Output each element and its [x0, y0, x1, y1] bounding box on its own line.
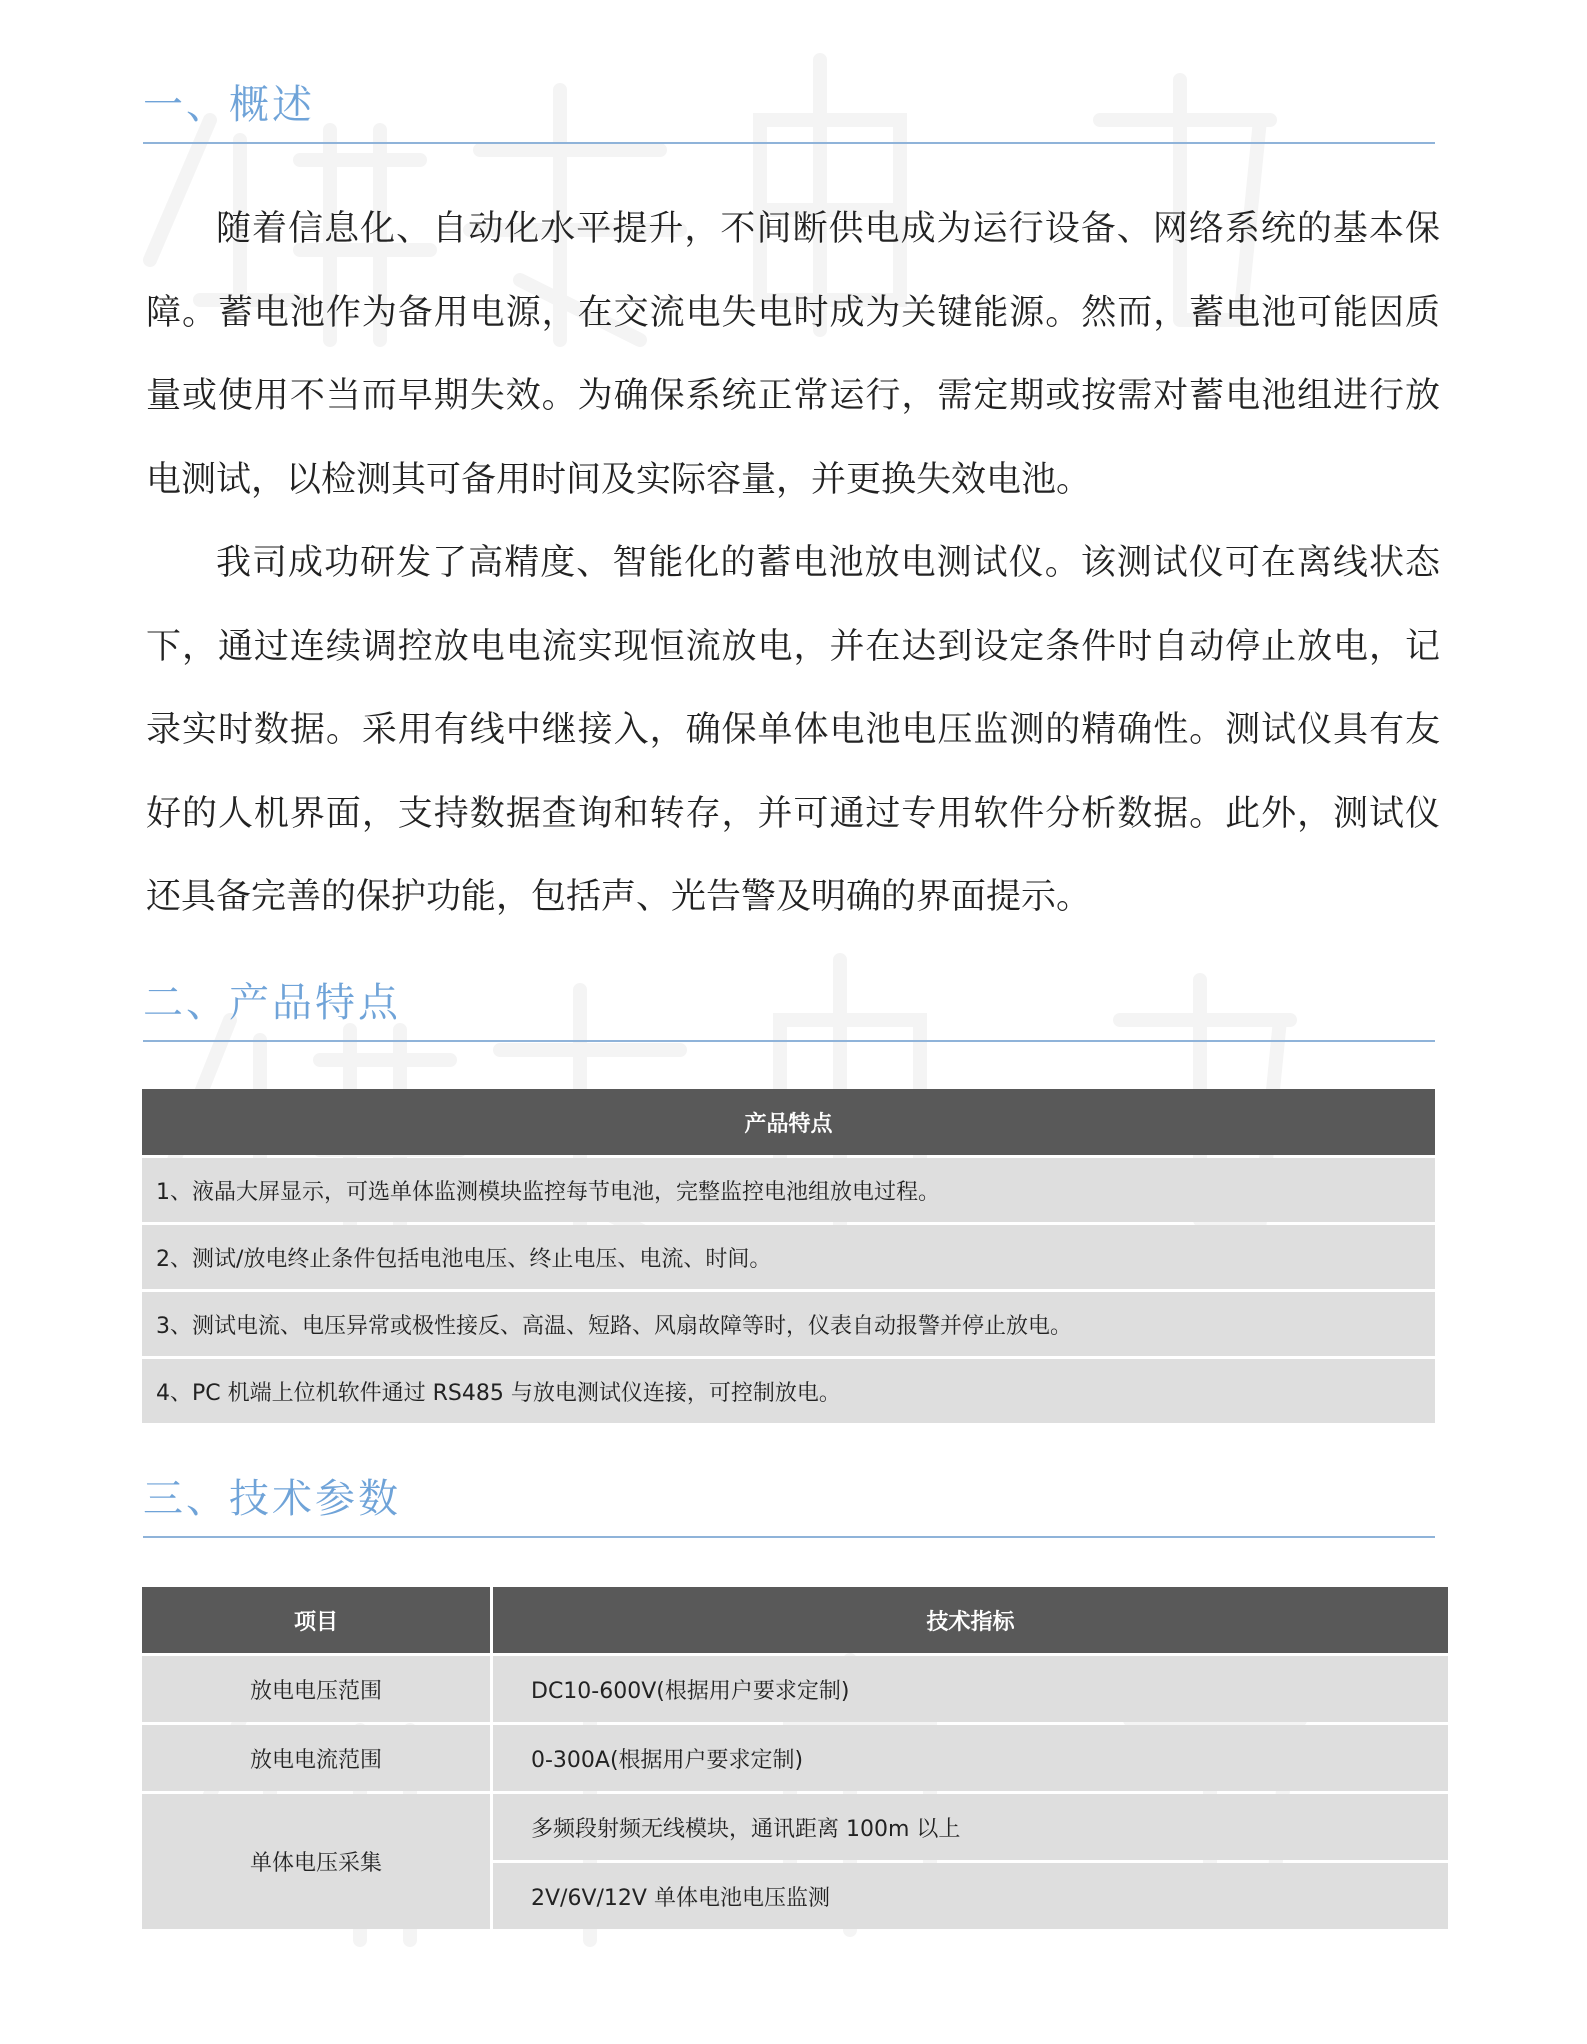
table-row [142, 1158, 1435, 1222]
spec-item: 放电电流范围 [142, 1725, 493, 1791]
table-row [142, 1656, 1448, 1722]
features-table-header-row [142, 1089, 1435, 1155]
table-row [142, 1794, 1448, 1860]
specs-col-value: 技术指标 [493, 1587, 1448, 1653]
spec-item: 单体电压采集 [142, 1794, 493, 1929]
overview-paragraph-1: 随着信息化、自动化水平提升，不间断供电成为运行设备、网络系统的基本保障。蓄电池作为备用电源，在交流电失电时成为关键能源。然而，蓄电池可能因质量或使用不当而早期失效。为确保系统正常运行，需定期或按需对蓄电池组进行放电测试，以检测其可备用时间及实际容量，并更换失效电池。 [146, 209, 1440, 500]
feature-item-2: 2、测试/放电终止条件包括电池电压、终止电压、电流、时间。 [142, 1225, 1435, 1289]
feature-item-3: 3、测试电流、电压异常或极性接反、高温、短路、风扇故障等时，仪表自动报警并停止放电。 [142, 1292, 1435, 1356]
table-row [142, 1359, 1435, 1423]
spec-value: 2V/6V/12V 单体电池电压监测 [493, 1863, 1448, 1929]
specs-table-header-row [142, 1587, 1448, 1653]
specs-table [142, 1584, 1448, 1932]
features-table [142, 1086, 1435, 1426]
overview-body [146, 188, 1440, 940]
table-row [142, 1725, 1448, 1791]
spec-value: DC10-600V(根据用户要求定制) [493, 1656, 1448, 1722]
feature-item-4: 4、PC 机端上位机软件通过 RS485 与放电测试仪连接，可控制放电。 [142, 1359, 1435, 1423]
specs-heading: 三、技术参数 [143, 1474, 1435, 1538]
overview-paragraph-2: 我司成功研发了高精度、智能化的蓄电池放电测试仪。该测试仪可在离线状态下，通过连续调控放电电流实现恒流放电，并在达到设定条件时自动停止放电，记录实时数据。采用有线中继接入，确保单体电池电压监测的精确性。测试仪具有友好的人机界面，支持数据查询和转存，并可通过专用软件分析数据。此外，测试仪还具备完善的保护功能，包括声、光告警及明确的界面提示。 [146, 543, 1440, 917]
table-row [142, 1292, 1435, 1356]
features-table-header: 产品特点 [142, 1089, 1435, 1155]
spec-item: 放电电压范围 [142, 1656, 493, 1722]
table-row [142, 1225, 1435, 1289]
overview-heading: 一、概述 [143, 80, 1435, 144]
spec-value: 0-300A(根据用户要求定制) [493, 1725, 1448, 1791]
specs-col-item: 项目 [142, 1587, 493, 1653]
features-heading: 二、产品特点 [143, 978, 1435, 1042]
feature-item-1: 1、液晶大屏显示，可选单体监测模块监控每节电池，完整监控电池组放电过程。 [142, 1158, 1435, 1222]
spec-value: 多频段射频无线模块，通讯距离 100m 以上 [493, 1794, 1448, 1860]
